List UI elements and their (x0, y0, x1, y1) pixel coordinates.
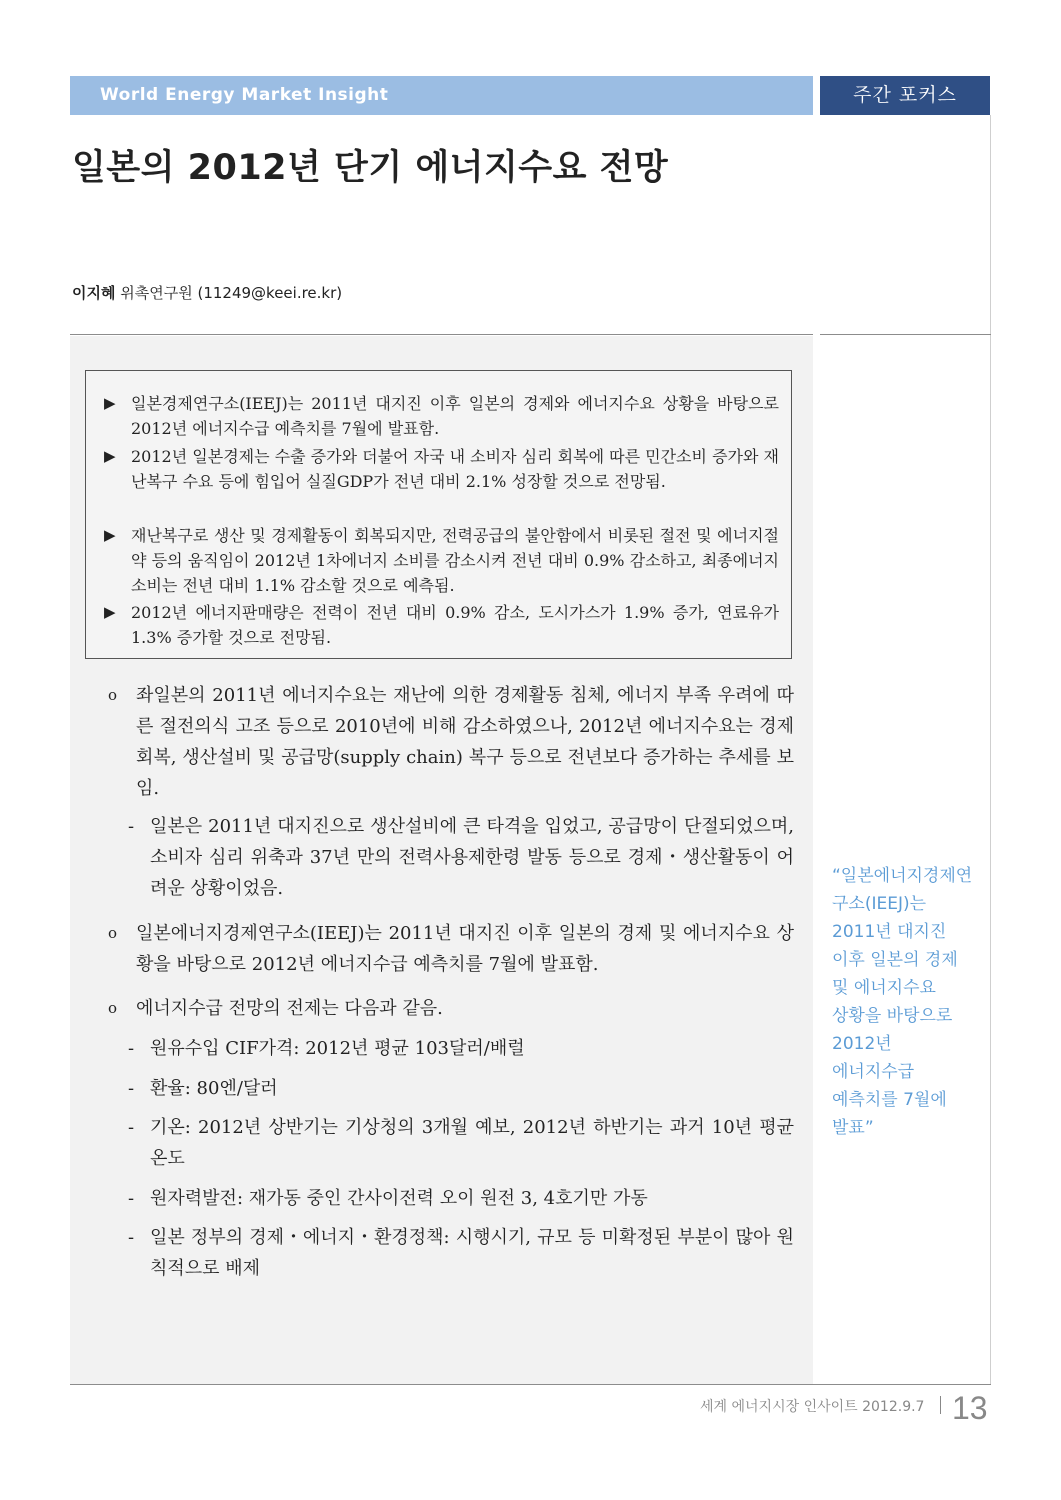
header-series-bar (70, 76, 813, 115)
sub-marker: - (128, 1117, 135, 1138)
paragraph-marker: o (108, 999, 118, 1017)
pull-quote-line: 및 에너지수요 (832, 978, 936, 998)
sub-marker: - (128, 1078, 135, 1099)
right-rule (990, 115, 991, 1385)
sub-text: 원자력발전: 재가동 중인 간사이전력 오이 원전 3, 4호기만 가동 (150, 1188, 648, 1209)
body-paragraph (108, 918, 794, 980)
author-name: 이지혜 (72, 284, 116, 302)
summary-text: 2012년 일본경제는 수출 증가와 더불어 자국 내 소비자 심리 회복에 따른 민간소비 증가와 재난복구 수요 등에 힘입어 실질GDP가 전년 대비 2.1% 성장할 것으로 전망됨. (131, 447, 779, 491)
paragraph-text: 좌일본의 2011년 에너지수요는 재난에 의한 경제활동 침체, 에너지 부족 우려에 따른 절전의식 고조 등으로 2010년에 비해 감소하였으나, 2012년 에너지수요는 경제회복, 생산설비 및 공급망(supply chain) 복구 등으로 전년보다 증가하는 추세를 보임. (136, 685, 794, 799)
pull-quote-line: 발표” (832, 1118, 874, 1138)
sub-text: 일본 정부의 경제・에너지・환경정책: 시행시기, 규모 등 미확정된 부분이 많아 원칙적으로 배제 (150, 1227, 794, 1279)
summary-text: 일본경제연구소(IEEJ)는 2011년 대지진 이후 일본의 경제와 에너지수요 상황을 바탕으로 2012년 에너지수급 예측치를 7월에 발표함. (131, 394, 779, 438)
page-number: 13 (952, 1390, 988, 1426)
pull-quote (832, 862, 982, 1142)
footer-publication: 세계 에너지시장 인사이트 2012.9.7 (700, 1399, 925, 1415)
pull-quote-line: 구소(IEEJ)는 (832, 894, 927, 914)
sub-marker: - (128, 816, 135, 837)
sub-marker: - (128, 1227, 135, 1248)
divider-sidebar (820, 334, 991, 335)
summary-item (104, 523, 779, 598)
series-title: World Energy Market Insight (100, 85, 389, 105)
pull-quote-line: 에너지수급 (832, 1062, 915, 1082)
pull-quote-line: 예측치를 7월에 (832, 1090, 947, 1110)
section-tag: 주간 포커스 (820, 76, 990, 115)
article-title: 일본의 2012년 단기 에너지수요 전망 (72, 148, 669, 188)
bullet-arrow-icon: ▶ (104, 526, 116, 544)
bullet-arrow-icon: ▶ (104, 447, 116, 465)
footer-separator (940, 1396, 941, 1414)
sub-marker: - (128, 1038, 135, 1059)
body-paragraph (108, 680, 794, 804)
author-line (72, 282, 342, 303)
divider-main (70, 334, 813, 335)
sub-text: 일본은 2011년 대지진으로 생산설비에 큰 타격을 입었고, 공급망이 단절되었으며, 소비자 심리 위축과 37년 만의 전력사용제한령 발동 등으로 경제・생산활동이 어려운 상황이었음. (150, 816, 794, 899)
sub-item (128, 1222, 794, 1284)
paragraph-marker: o (108, 686, 118, 704)
paragraph-text: 일본에너지경제연구소(IEEJ)는 2011년 대지진 이후 일본의 경제 및 에너지수요 상황을 바탕으로 2012년 에너지수급 예측치를 7월에 발표함. (136, 923, 794, 975)
sub-item (128, 1183, 794, 1214)
summary-text: 재난복구로 생산 및 경제활동이 회복되지만, 전력공급의 불안함에서 비롯된 절전 및 에너지절약 등의 움직임이 2012년 1차에너지 소비를 감소시켜 전년 대비 0.9% 감소하고, 최종에너지소비는 전년 대비 1.1% 감소할 것으로 예측됨. (131, 526, 779, 595)
bottom-rule (70, 1384, 991, 1385)
summary-box (85, 370, 792, 659)
sub-marker: - (128, 1188, 135, 1209)
sub-text: 환율: 80엔/달러 (150, 1078, 278, 1099)
pull-quote-line: 상황을 바탕으로 (832, 1006, 953, 1026)
author-role: 위촉연구원 (11249@keei.re.kr) (120, 284, 343, 302)
pull-quote-line: 2011년 대지진 (832, 922, 947, 942)
summary-item (104, 444, 779, 494)
paragraph-marker: o (108, 924, 118, 942)
sub-item (128, 1112, 794, 1174)
pull-quote-line: 2012년 (832, 1034, 892, 1054)
sub-item (128, 1073, 794, 1104)
sub-item (128, 811, 794, 904)
summary-item (104, 600, 779, 650)
summary-item (104, 391, 779, 441)
paragraph-text: 에너지수급 전망의 전제는 다음과 같음. (136, 998, 443, 1019)
sub-text: 기온: 2012년 상반기는 기상청의 3개월 예보, 2012년 하반기는 과거 10년 평균온도 (150, 1117, 794, 1169)
pull-quote-line: 이후 일본의 경제 (832, 950, 958, 970)
body-paragraph (108, 993, 794, 1024)
pull-quote-line: “일본에너지경제연 (832, 866, 973, 886)
summary-text: 2012년 에너지판매량은 전력이 전년 대비 0.9% 감소, 도시가스가 1.9% 증가, 연료유가 1.3% 증가할 것으로 전망됨. (131, 603, 779, 647)
sub-text: 원유수입 CIF가격: 2012년 평균 103달러/배럴 (150, 1038, 525, 1059)
bullet-arrow-icon: ▶ (104, 394, 116, 412)
bullet-arrow-icon: ▶ (104, 603, 116, 621)
sub-item (128, 1033, 794, 1064)
